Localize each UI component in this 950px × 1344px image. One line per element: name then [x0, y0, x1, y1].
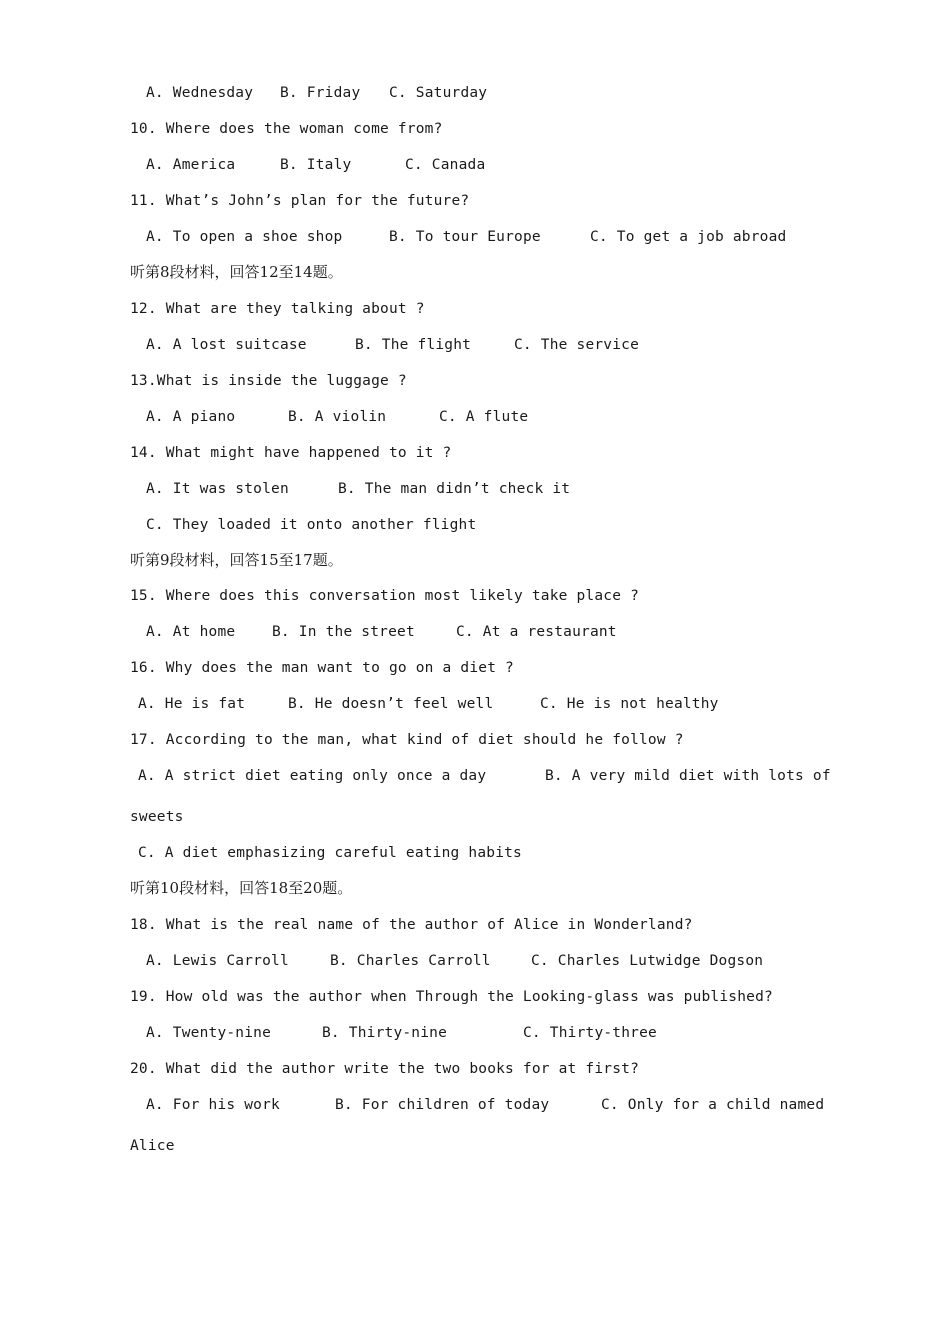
section-9-heading: 听第9段材料，回答15至17题。	[130, 551, 343, 569]
q19-option-c: C. Thirty-three	[523, 1025, 657, 1041]
q20-option-b: B. For children of today	[335, 1097, 550, 1113]
q19-option-a: A. Twenty-nine	[146, 1025, 272, 1041]
q19-stem: 19. How old was the author when Through the Looking-glass was published?	[130, 989, 773, 1005]
q16-option-c: C. He is not healthy	[540, 696, 719, 712]
q10-option-a: A. America	[146, 157, 236, 173]
section-10-heading: 听第10段材料，回答18至20题。	[130, 879, 353, 897]
q15-option-b: B. In the street	[272, 624, 415, 640]
q13-stem: 13.What is inside the luggage ?	[130, 373, 407, 389]
q17-option-a: A. A strict diet eating only once a day	[138, 768, 487, 784]
q18-option-b: B. Charles Carroll	[330, 953, 491, 969]
q13-option-b: B. A violin	[288, 409, 387, 425]
q14-option-c: C. They loaded it onto another flight	[146, 517, 477, 533]
q11-option-b: B. To tour Europe	[389, 229, 541, 245]
q17-stem: 17. According to the man, what kind of diet should he follow ?	[130, 732, 684, 748]
q20-option-c-continued: Alice	[130, 1138, 175, 1154]
q10-option-c: C. Canada	[405, 157, 486, 173]
q16-option-b: B. He doesn’t feel well	[288, 696, 494, 712]
q20-option-a: A. For his work	[146, 1097, 280, 1113]
q12-option-b: B. The flight	[355, 337, 472, 353]
q12-option-c: C. The service	[514, 337, 640, 353]
q20-stem: 20. What did the author write the two books for at first?	[130, 1061, 639, 1077]
q11-stem: 11. What’s John’s plan for the future?	[130, 193, 470, 209]
q16-option-a: A. He is fat	[138, 696, 246, 712]
q9-option-a: A. Wednesday	[146, 85, 254, 101]
q14-stem: 14. What might have happened to it ?	[130, 445, 452, 461]
q12-stem: 12. What are they talking about ?	[130, 301, 425, 317]
q9-option-c: C. Saturday	[389, 85, 488, 101]
q13-option-c: C. A flute	[439, 409, 529, 425]
section-8-heading: 听第8段材料，回答12至14题。	[130, 263, 343, 281]
q16-stem: 16. Why does the man want to go on a diet ?	[130, 660, 514, 676]
q15-option-a: A. At home	[146, 624, 236, 640]
q17-option-b: B. A very mild diet with lots of	[545, 768, 831, 784]
q14-option-a: A. It was stolen	[146, 481, 289, 497]
q19-option-b: B. Thirty-nine	[322, 1025, 448, 1041]
q18-stem: 18. What is the real name of the author of Alice in Wonderland?	[130, 917, 693, 933]
q11-option-a: A. To open a shoe shop	[146, 229, 343, 245]
q17-option-b-continued: sweets	[130, 809, 184, 825]
q15-stem: 15. Where does this conversation most likely take place ?	[130, 588, 639, 604]
q17-option-c: C. A diet emphasizing careful eating habits	[138, 845, 522, 861]
q10-option-b: B. Italy	[280, 157, 352, 173]
q11-option-c: C. To get a job abroad	[590, 229, 787, 245]
q13-option-a: A. A piano	[146, 409, 236, 425]
q14-option-b: B. The man didn’t check it	[338, 481, 571, 497]
q18-option-a: A. Lewis Carroll	[146, 953, 289, 969]
q9-option-b: B. Friday	[280, 85, 361, 101]
q10-stem: 10. Where does the woman come from?	[130, 121, 443, 137]
q20-option-c: C. Only for a child named	[601, 1097, 825, 1113]
q12-option-a: A. A lost suitcase	[146, 337, 307, 353]
q15-option-c: C. At a restaurant	[456, 624, 617, 640]
q18-option-c: C. Charles Lutwidge Dogson	[531, 953, 764, 969]
